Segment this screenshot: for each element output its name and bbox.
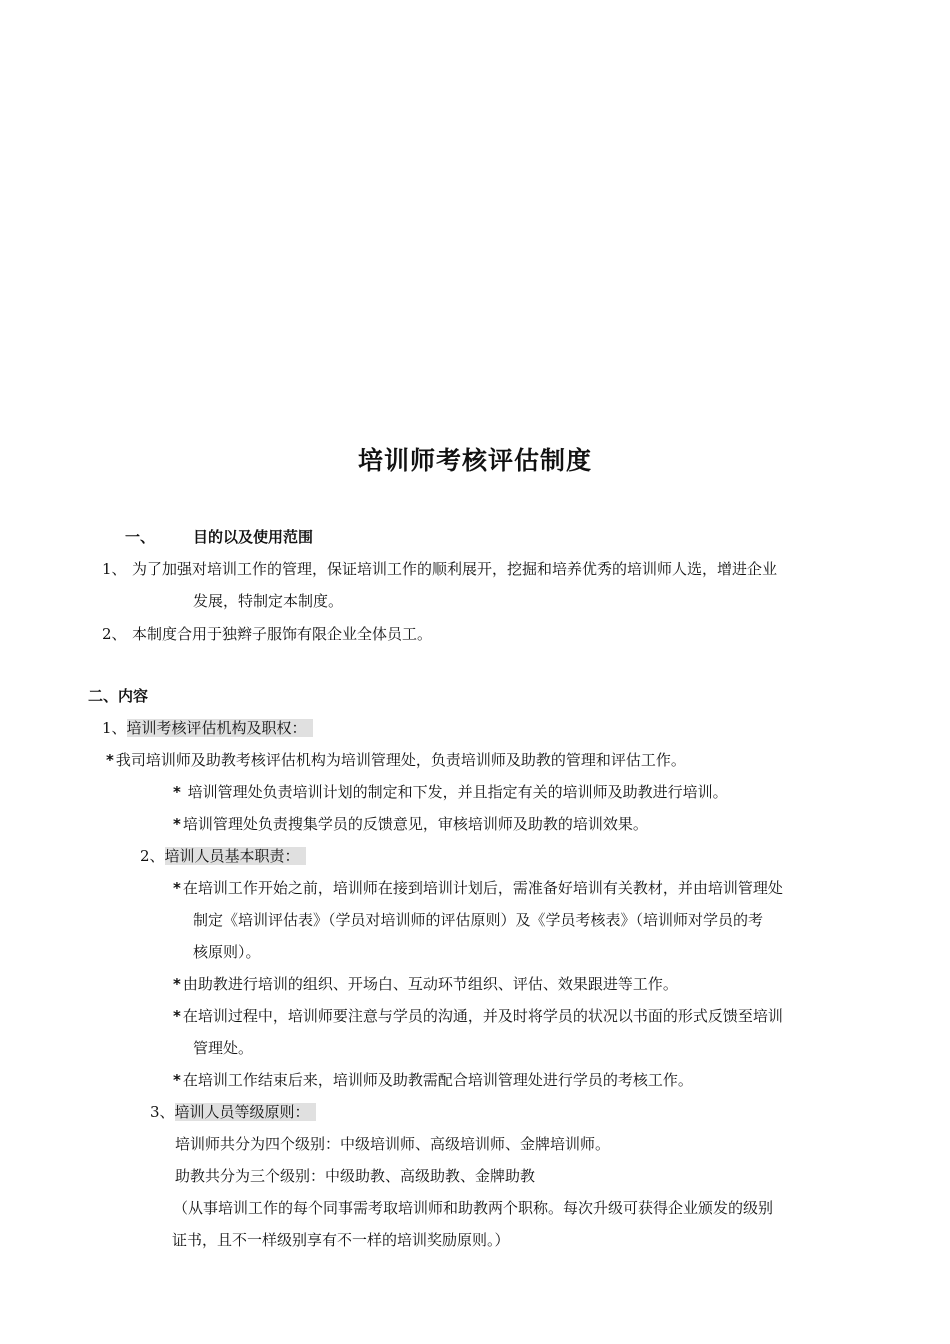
section1-item1-line1: 为了加强对培训工作的管理，保证培训工作的顺利展开，挖掘和培养优秀的培训师人选，增进企业: [132, 560, 778, 578]
sub1-bullet3: [173, 814, 648, 834]
sub1-heading: [102, 718, 313, 738]
sub1-title: 培训考核评估机构及职权：: [127, 719, 313, 737]
sub1-bullet1-text: 我司培训师及助教考核评估机构为培训管理处，负责培训师及助教的管理和评估工作。: [115, 751, 686, 769]
sub3-line1: 培训师共分为四个级别：中级培训师、高级培训师、金牌培训师。: [175, 1135, 611, 1153]
sub2-bullet3-line2: 管理处。: [193, 1039, 254, 1057]
sub1-bullet3-text: 培训管理处负责搜集学员的反馈意见，审核培训师及助教的培训效果。: [182, 815, 648, 833]
sub1-number: 1、: [102, 719, 127, 737]
section1-item2-number: 2、: [102, 625, 127, 643]
sub2-title: 培训人员基本职责：: [165, 847, 306, 865]
bullet-star-icon: *: [173, 975, 181, 993]
document-title: 培训师考核评估制度: [357, 446, 592, 475]
sub2-bullet1-line2: 制定《培训评估表》（学员对培训师的评估原则）及《学员考核表》（培训师对学员的考: [193, 911, 764, 929]
sub1-bullet1: [106, 750, 686, 770]
sub2-bullet3-line1: 在培训过程中，培训师要注意与学员的沟通，并及时将学员的状况以书面的形式反馈至培训: [182, 1007, 783, 1025]
section1-item2-line1: 本制度合用于独辫子服饰有限企业全体员工。: [132, 625, 433, 643]
bullet-star-icon: *: [173, 783, 181, 801]
sub2-bullet2-line1: 由助教进行培训的组织、开场白、互动环节组织、评估、效果跟进等工作。: [182, 975, 678, 993]
sub3-heading: [150, 1102, 316, 1122]
sub3-title: 培训人员等级原则：: [175, 1103, 316, 1121]
sub2-bullet3: [173, 1006, 783, 1026]
sub2-bullet2: [173, 974, 678, 994]
bullet-star-icon: *: [106, 751, 114, 769]
sub2-bullet4: [173, 1070, 693, 1090]
sub2-bullet1-line1: 在培训工作开始之前，培训师在接到培训计划后，需准备好培训有关教材，并由培训管理处: [182, 879, 783, 897]
sub3-line4: 证书，且不一样级别享有不一样的培训奖励原则。）: [172, 1231, 510, 1249]
section2-heading: 二、内容: [88, 687, 149, 705]
bullet-star-icon: *: [173, 815, 181, 833]
sub2-bullet1-line3: 核原则）。: [193, 943, 261, 961]
sub2-bullet4-line1: 在培训工作结束后来，培训师及助教需配合培训管理处进行学员的考核工作。: [182, 1071, 693, 1089]
sub2-heading: [140, 846, 306, 866]
section1-heading: 目的以及使用范围: [193, 528, 314, 546]
section1-item1-line2: 发展，特制定本制度。: [193, 592, 344, 610]
bullet-star-icon: *: [173, 1007, 181, 1025]
sub2-bullet1: [173, 878, 783, 898]
section1-item1-number: 1、: [102, 560, 127, 578]
sub2-number: 2、: [140, 847, 165, 865]
section1-number: 一、: [125, 528, 156, 546]
sub1-bullet2: [173, 782, 728, 802]
sub3-number: 3、: [150, 1103, 175, 1121]
bullet-star-icon: *: [173, 1071, 181, 1089]
bullet-star-icon: *: [173, 879, 181, 897]
sub3-line2: 助教共分为三个级别：中级助教、高级助教、金牌助教: [175, 1167, 536, 1185]
sub3-line3: （从事培训工作的每个同事需考取培训师和助教两个职称。每次升级可获得企业颁发的级别: [173, 1199, 774, 1217]
sub1-bullet2-text: 培训管理处负责培训计划的制定和下发，并且指定有关的培训师及助教进行培训。: [182, 783, 728, 801]
